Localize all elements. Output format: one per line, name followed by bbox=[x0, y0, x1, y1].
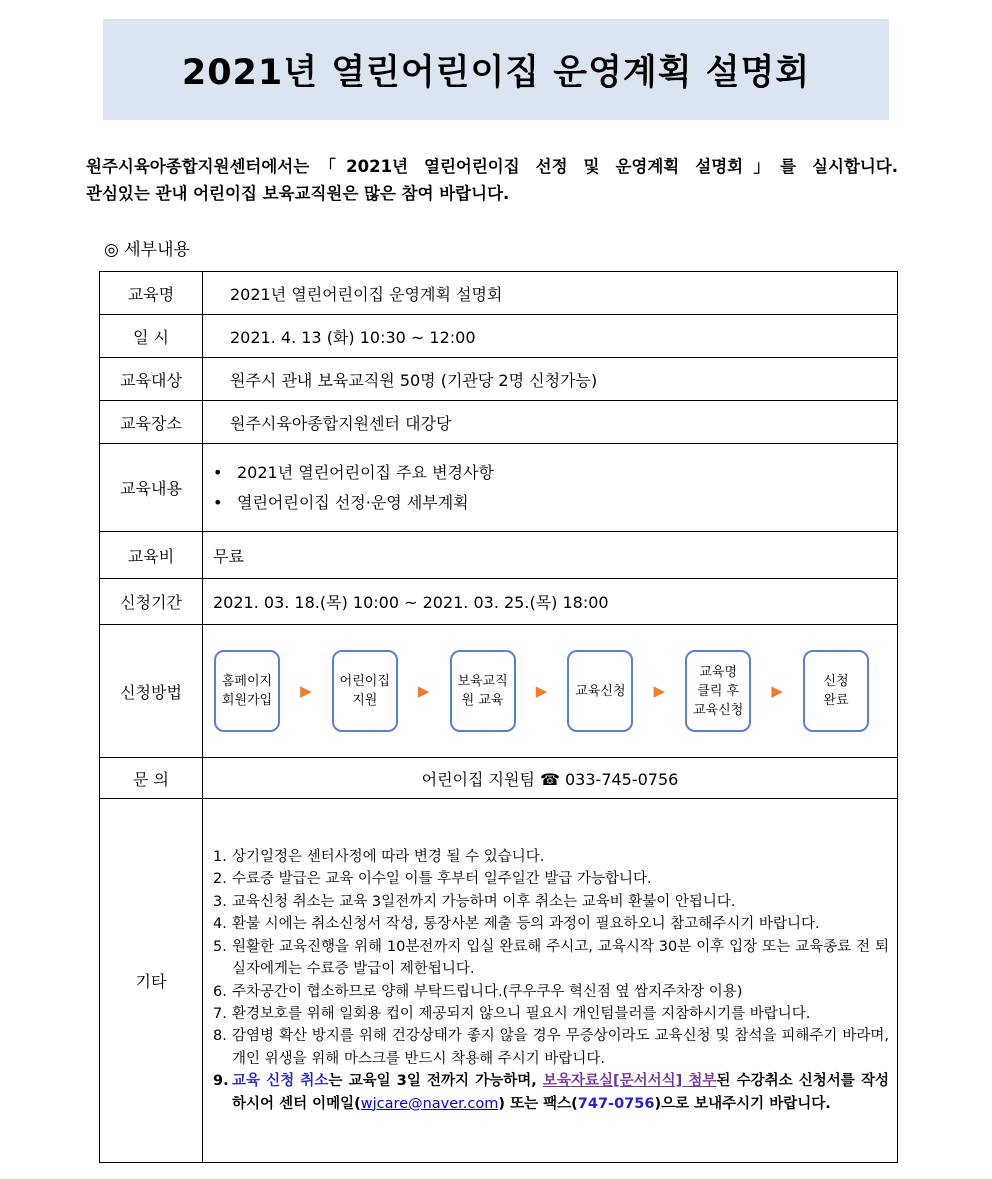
note-number: 6. bbox=[213, 983, 227, 1000]
arrow-right-icon: ▶ bbox=[535, 682, 548, 700]
value-etc bbox=[203, 799, 898, 1163]
step-text: 홈페이지 bbox=[221, 674, 273, 689]
step-text: 교육신청 bbox=[575, 683, 626, 699]
step-education-apply bbox=[567, 650, 633, 732]
list-item bbox=[213, 1025, 889, 1070]
note-number: 7. bbox=[213, 1005, 227, 1022]
note-text: 된 수강취소 신청서를 작성하시어 센터 이메일( bbox=[232, 1073, 890, 1112]
note-text: 환불 시에는 취소신청서 작성, 통장사본 제출 등의 과정이 필요하오니 참고해주시기 바랍니다. bbox=[232, 916, 820, 933]
intro-line-2: 관심있는 관내 어린이집 보육교직원은 많은 참여 바랍니다. bbox=[86, 184, 510, 203]
value-fee: 무료 bbox=[203, 532, 898, 579]
label-place: 교육장소 bbox=[100, 401, 203, 444]
row-fee bbox=[100, 532, 898, 579]
step-text: 신청 bbox=[823, 674, 849, 689]
note-number: 4. bbox=[213, 916, 227, 933]
list-item bbox=[213, 1070, 889, 1115]
label-name: 교육명 bbox=[100, 272, 203, 315]
step-homepage-signup bbox=[214, 650, 280, 732]
note-number: 9. bbox=[213, 1073, 229, 1090]
step-text: 지원 bbox=[352, 693, 378, 708]
step-text: 교육신청 bbox=[693, 702, 744, 718]
note-text: 상기일정은 센터사정에 따라 변경 될 수 있습니다. bbox=[232, 849, 545, 866]
note-number: 1. bbox=[213, 849, 227, 866]
intro-line-1: 원주시육아종합지원센터에서는「2021년 열린어린이집 선정 및 운영계획 설명회」를 실시합니다. bbox=[86, 157, 898, 176]
value-target: 원주시 관내 보육교직원 50명 (기관당 2명 신청가능) bbox=[203, 358, 898, 401]
list-item bbox=[213, 913, 889, 935]
note-number: 2. bbox=[213, 871, 227, 888]
value-content bbox=[203, 444, 898, 532]
note-number: 8. bbox=[213, 1028, 227, 1045]
label-contact: 문 의 bbox=[100, 758, 203, 799]
row-period bbox=[100, 579, 898, 625]
label-method: 신청방법 bbox=[100, 625, 203, 758]
content-list bbox=[203, 458, 897, 518]
row-method bbox=[100, 625, 898, 758]
details-table bbox=[99, 271, 898, 1163]
note-text: 환경보호를 위해 일회용 컵이 제공되지 않으니 필요시 개인텀블러를 지참하시기를 바랍니다. bbox=[232, 1005, 811, 1022]
application-flow bbox=[203, 650, 897, 732]
label-period: 신청기간 bbox=[100, 579, 203, 625]
row-target bbox=[100, 358, 898, 401]
note-text: 감염병 확산 방지를 위해 건강상태가 좋지 않을 경우 무증상이라도 교육신청 및 참석을 피해주기 바라며, 개인 위생을 위해 마스크를 반드시 착용해 주시기 바랍니다. bbox=[232, 1028, 889, 1067]
note-text: ) 또는 팩스( bbox=[498, 1095, 578, 1112]
label-content: 교육내용 bbox=[100, 444, 203, 532]
arrow-right-icon: ▶ bbox=[653, 682, 666, 700]
label-target: 교육대상 bbox=[100, 358, 203, 401]
note-number: 3. bbox=[213, 893, 227, 910]
title-banner bbox=[103, 19, 889, 120]
row-name bbox=[100, 272, 898, 315]
row-etc bbox=[100, 799, 898, 1163]
arrow-right-icon: ▶ bbox=[300, 682, 312, 700]
value-method bbox=[203, 625, 898, 758]
label-fee: 교육비 bbox=[100, 532, 203, 579]
list-item: • 2021년 열린어린이집 주요 변경사항 bbox=[203, 458, 897, 488]
note-text: 수료증 발급은 교육 이수일 이틀 후부터 일주일간 발급 가능합니다. bbox=[232, 871, 652, 888]
list-item bbox=[213, 891, 889, 913]
label-etc: 기타 bbox=[100, 799, 203, 1163]
step-click-and-apply bbox=[685, 650, 751, 732]
step-text: 보육교직 bbox=[457, 674, 508, 689]
email-link[interactable]: wjcare@naver.com bbox=[360, 1095, 499, 1112]
list-item bbox=[213, 1003, 889, 1025]
resource-link[interactable]: 보육자료실[문서서식] 첨부 bbox=[542, 1073, 717, 1090]
row-date bbox=[100, 315, 898, 358]
value-name: 2021년 열린어린이집 운영계획 설명회 bbox=[203, 272, 898, 315]
list-item bbox=[213, 868, 889, 890]
label-date: 일 시 bbox=[100, 315, 203, 358]
note-number: 5. bbox=[213, 938, 227, 955]
list-item bbox=[213, 846, 889, 868]
step-childcare-support bbox=[332, 650, 398, 732]
value-contact: 어린이집 지원팀 ☎ 033-745-0756 bbox=[203, 758, 898, 799]
value-period: 2021. 03. 18.(목) 10:00 ~ 2021. 03. 25.(목) 18:00 bbox=[203, 579, 898, 625]
step-text: 클릭 후 bbox=[697, 683, 740, 699]
intro-text bbox=[86, 153, 898, 207]
step-text: 완료 bbox=[823, 693, 849, 708]
row-contact bbox=[100, 758, 898, 799]
list-item: • 열린어린이집 선정·운영 세부계획 bbox=[203, 488, 897, 518]
section-title: ◎ 세부내용 bbox=[104, 240, 190, 260]
step-text: 어린이집 bbox=[339, 674, 390, 689]
list-item bbox=[213, 936, 889, 981]
list-item bbox=[213, 981, 889, 1003]
arrow-right-icon: ▶ bbox=[417, 682, 430, 700]
note-text: 교육신청 취소는 교육 3일전까지 가능하며 이후 취소는 교육비 환불이 안됩니다. bbox=[232, 893, 736, 910]
step-staff-education bbox=[450, 650, 516, 732]
step-text: 교육명 bbox=[699, 664, 738, 680]
note-text: 원활한 교육진행을 위해 10분전까지 입실 완료해 주시고, 교육시작 30분 이후 입장 또는 교육종료 전 퇴실자에게는 수료증 발급이 제한됩니다. bbox=[232, 938, 889, 978]
note-text: 주차공간이 협소하므로 양해 부탁드립니다.(쿠우쿠우 혁신점 옆 쌈지주차장 이용) bbox=[232, 983, 743, 1000]
step-complete bbox=[803, 650, 869, 732]
arrow-right-icon: ▶ bbox=[771, 682, 783, 700]
value-place: 원주시육아종합지원센터 대강당 bbox=[203, 401, 898, 444]
notes-list bbox=[203, 846, 897, 1115]
note-text: 는 교육일 3일 전까지 가능하며, bbox=[328, 1073, 543, 1090]
value-date: 2021. 4. 13 (화) 10:30 ~ 12:00 bbox=[203, 315, 898, 358]
step-text: 원 교육 bbox=[461, 693, 504, 708]
note-highlight: 교육 신청 취소 bbox=[232, 1073, 329, 1090]
row-content bbox=[100, 444, 898, 532]
page-title: 2021년 열린어린이집 운영계획 설명회 bbox=[181, 52, 811, 93]
step-text: 회원가입 bbox=[221, 693, 273, 708]
row-place bbox=[100, 401, 898, 444]
note-text: )으로 보내주시기 바랍니다. bbox=[654, 1095, 831, 1112]
fax-number: 747-0756 bbox=[577, 1095, 655, 1112]
